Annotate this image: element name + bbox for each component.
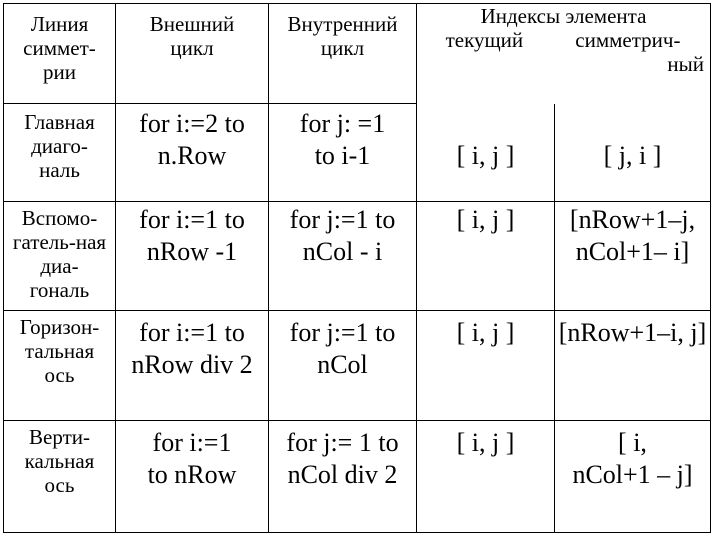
table-header-row xyxy=(4,4,711,104)
row-horizontal-inner-line-1: for j:=1 to xyxy=(289,317,396,347)
row-horizontal-outer-line-1: for i:=1 to xyxy=(139,317,245,347)
row-secondary-symmetric-line-1: [nRow+1–j, xyxy=(569,205,696,235)
header-outer-cell xyxy=(116,4,269,104)
row-vertical-current-text: [ i, j ] xyxy=(456,427,515,457)
row-vertical-inner-line-1: for j:= 1 to xyxy=(286,427,399,457)
header-outer-line-2: цикл xyxy=(170,36,214,60)
row-main-outer xyxy=(116,104,269,202)
header-symmetric-line-2: ный xyxy=(667,52,704,76)
header-symmetric-line-1: симметрич- xyxy=(575,28,681,52)
row-secondary-axis xyxy=(4,202,116,310)
row-main-outer-line-2: n.Row xyxy=(157,141,227,171)
header-axis-line-3: рии xyxy=(43,60,76,84)
row-vertical-current xyxy=(417,420,555,532)
row-vertical-axis-line-3: ось xyxy=(44,472,75,497)
row-horizontal-outer xyxy=(116,310,269,420)
header-indices-subrow xyxy=(417,28,710,52)
row-secondary-outer-line-2: nRow -1 xyxy=(146,237,238,267)
row-main-axis xyxy=(4,104,116,202)
table-row xyxy=(4,420,711,532)
table-row xyxy=(4,310,711,420)
row-secondary-outer-line-1: for i:=1 to xyxy=(139,205,245,235)
header-current-label: текущий xyxy=(445,28,524,52)
row-vertical-inner xyxy=(269,420,417,532)
row-horizontal-current-text: [ i, j ] xyxy=(456,317,515,347)
row-horizontal-symmetric-text: [nRow+1–i, j] xyxy=(558,317,707,347)
row-horizontal-symmetric xyxy=(555,310,711,420)
row-secondary-outer xyxy=(116,202,269,310)
header-axis-cell xyxy=(4,4,116,104)
row-main-axis-line-3: наль xyxy=(39,158,80,183)
row-main-symmetric xyxy=(555,104,711,202)
header-indices-title: Индексы элемента xyxy=(480,4,647,28)
header-axis-line-1: Линия xyxy=(30,12,89,36)
row-main-symmetric-text: [ j, i ] xyxy=(603,140,662,170)
row-main-inner-line-1: for j: =1 xyxy=(299,109,386,139)
table-row xyxy=(4,104,711,202)
row-secondary-inner xyxy=(269,202,417,310)
row-secondary-inner-line-1: for j:=1 to xyxy=(289,205,396,235)
row-vertical-symmetric-line-1: [ i, xyxy=(618,427,647,457)
row-vertical-outer xyxy=(116,420,269,532)
row-horizontal-axis-line-1: Горизон- xyxy=(19,314,100,339)
row-secondary-axis-line-3: диа- xyxy=(40,254,79,279)
row-main-inner xyxy=(269,104,417,202)
row-main-axis-line-2: диаго- xyxy=(31,134,88,159)
symmetry-index-table xyxy=(3,3,711,533)
row-vertical-axis xyxy=(4,420,116,532)
row-horizontal-inner-line-2: nCol xyxy=(317,349,368,379)
row-secondary-inner-line-2: nCol - i xyxy=(302,237,383,267)
row-secondary-symmetric-line-2: nCol+1– i] xyxy=(575,237,690,267)
row-secondary-current-text: [ i, j ] xyxy=(456,205,515,235)
header-inner-cell xyxy=(269,4,417,104)
row-main-outer-line-1: for i:=2 to xyxy=(139,109,245,139)
row-main-inner-line-2: to i-1 xyxy=(314,141,371,171)
header-indices-cell xyxy=(417,4,711,104)
row-secondary-axis-line-2: гатель-ная xyxy=(12,230,107,255)
header-inner-line-1: Внутренний xyxy=(287,12,398,36)
row-secondary-symmetric xyxy=(555,202,711,310)
header-inner-line-2: цикл xyxy=(320,36,365,60)
header-axis-line-2: симмет- xyxy=(23,36,96,60)
row-horizontal-axis-line-2: тальная xyxy=(24,338,95,363)
row-main-axis-line-1: Главная xyxy=(24,110,95,135)
table-row xyxy=(4,202,711,310)
row-vertical-symmetric xyxy=(555,420,711,532)
row-horizontal-axis xyxy=(4,310,116,420)
header-outer-line-1: Внешний xyxy=(149,12,235,36)
row-horizontal-current xyxy=(417,310,555,420)
row-horizontal-outer-line-2: nRow div 2 xyxy=(131,349,253,379)
row-vertical-outer-line-2: to nRow xyxy=(147,459,237,489)
row-secondary-current xyxy=(417,202,555,310)
row-vertical-symmetric-line-2: nCol+1 – j] xyxy=(572,459,693,489)
row-main-current-text: [ i, j ] xyxy=(456,140,515,170)
row-vertical-inner-line-2: nCol div 2 xyxy=(287,459,398,489)
row-vertical-axis-line-2: кальная xyxy=(24,448,95,473)
row-main-current xyxy=(417,104,555,202)
row-secondary-axis-line-4: гональ xyxy=(29,278,90,303)
row-horizontal-inner xyxy=(269,310,417,420)
row-secondary-axis-line-1: Вспомо- xyxy=(21,206,98,231)
row-vertical-axis-line-1: Верти- xyxy=(29,424,90,449)
row-vertical-outer-line-1: for i:=1 xyxy=(152,427,232,457)
row-horizontal-axis-line-3: ось xyxy=(44,362,75,387)
